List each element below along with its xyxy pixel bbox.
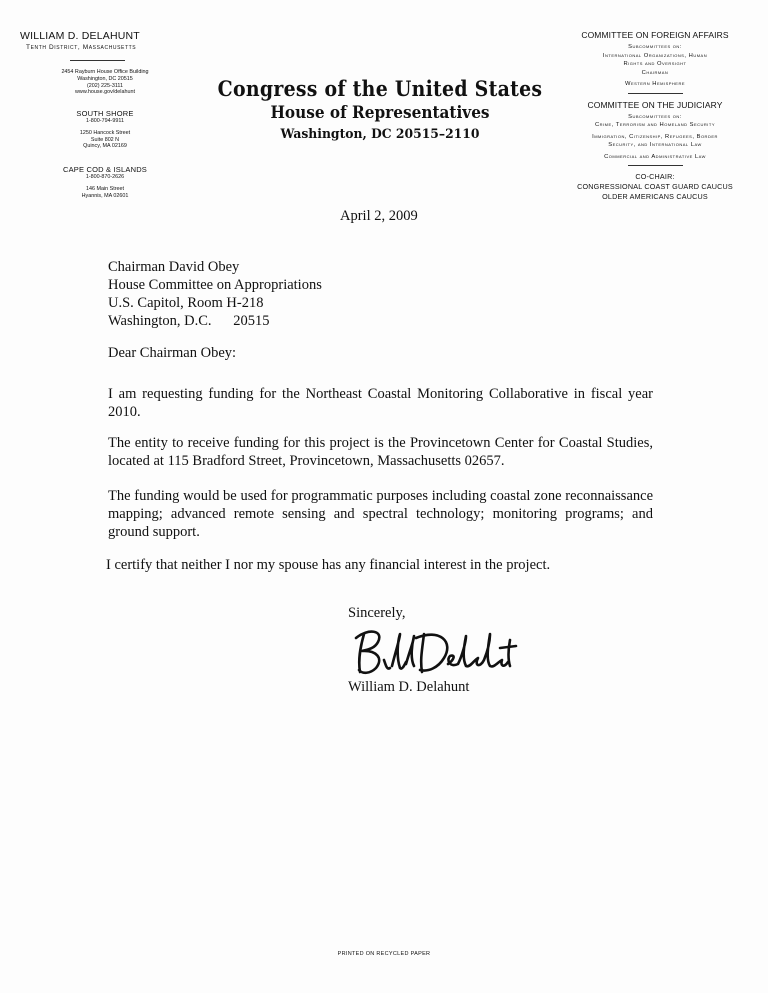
- recipient-address: [108, 258, 322, 330]
- closing: Sincerely,: [348, 605, 406, 621]
- cape-cod-office: [20, 165, 190, 199]
- subcommittee-item: Western Hemisphere: [624, 81, 686, 87]
- right-divider: [628, 165, 683, 166]
- paragraph-request: I am requesting funding for the Northeast Coastal Monitoring Collaborative in fiscal year 2010.: [108, 386, 653, 420]
- member-district: Tenth District, Massachusetts: [26, 44, 137, 51]
- address-line: House Committee on Appropriations: [108, 277, 322, 293]
- signature-image: [350, 620, 520, 680]
- subcommittee-item: Rights and Oversight: [623, 61, 687, 67]
- subcommittee-role: Chairman: [641, 69, 669, 76]
- letter-date: April 2, 2009: [340, 208, 418, 224]
- subcommittee-item: Commercial and Administrative Law: [604, 153, 706, 160]
- right-divider: [628, 93, 683, 94]
- cochair-label: CO-CHAIR:: [635, 172, 675, 181]
- subcommittee-label: Subcommittees on:: [628, 113, 682, 120]
- address-line: Washington, D.C. 20515: [108, 313, 270, 329]
- office-phone: 1-800-870-2626: [85, 174, 125, 180]
- caucus-item: OLDER AMERICANS CAUCUS: [602, 192, 708, 201]
- committee-judiciary: COMMITTEE ON THE JUDICIARY: [587, 99, 723, 110]
- south-shore-office: [20, 109, 190, 150]
- salutation: Dear Chairman Obey:: [108, 345, 237, 361]
- left-divider: [70, 60, 125, 61]
- dc-office-line: www.house.gov/delahunt: [75, 89, 135, 96]
- subcommittee-item: International Organizations, Human: [602, 52, 708, 59]
- office-line: Hyannis, MA 02601: [81, 192, 129, 199]
- committee-foreign-affairs: COMMITTEE ON FOREIGN AFFAIRS: [581, 30, 729, 40]
- office-title: SOUTH SHORE: [76, 109, 134, 118]
- caucus-item: CONGRESSIONAL COAST GUARD CAUCUS: [577, 182, 733, 191]
- dc-office-line: Washington, DC 20515: [77, 75, 133, 82]
- subcommittee-item: Immigration, Citizenship, Refugees, Border: [592, 133, 718, 140]
- paragraph-purpose: The funding would be used for programmatic purposes including coastal zone reconnaissance mapping; advanced remote sensing and spectral technology; monitoring programs; and ground support.: [108, 488, 653, 540]
- subcommittee-label: Subcommittees on:: [628, 44, 682, 50]
- subcommittee-item: Crime, Terrorism and Homeland Security: [594, 122, 716, 128]
- address-line: U.S. Capitol, Room H-218: [108, 295, 264, 311]
- member-name: WILLIAM D. DELAHUNT: [20, 30, 140, 42]
- address-line: Chairman David Obey: [108, 259, 240, 275]
- dc-office-line: 2454 Rayburn House Office Building: [61, 69, 149, 75]
- footer-recycled: PRINTED ON RECYCLED PAPER: [337, 951, 431, 957]
- dc-office-line: (202) 225-3111: [86, 82, 124, 89]
- letterhead-house: House of Representatives: [270, 103, 490, 123]
- office-title: CAPE COD & ISLANDS: [62, 165, 148, 174]
- paragraph-certification: I certify that neither I nor my spouse has any financial interest in the project.: [106, 557, 551, 573]
- letterhead: [180, 76, 580, 142]
- committee-list: [565, 30, 745, 202]
- office-phone: 1-800-794-9911: [86, 118, 124, 124]
- office-line: 1250 Hancock Street: [79, 129, 131, 136]
- letterhead-congress: Congress of the United States: [217, 76, 543, 101]
- office-line: Suite 802 N: [90, 136, 120, 143]
- dc-office-address: [20, 69, 190, 96]
- office-line: Quincy, MA 02169: [83, 143, 127, 150]
- signer-name: William D. Delahunt: [348, 679, 470, 695]
- office-line: 146 Main Street: [85, 185, 125, 192]
- subcommittee-item: Security, and International Law: [608, 142, 702, 148]
- letterhead-address: Washington, DC 20515–2110: [280, 127, 480, 142]
- paragraph-entity: The entity to receive funding for this project is the Provincetown Center for Coastal Studies, located at 115 Bradford Street, Provincetown, Massachusetts 02657.: [108, 435, 653, 469]
